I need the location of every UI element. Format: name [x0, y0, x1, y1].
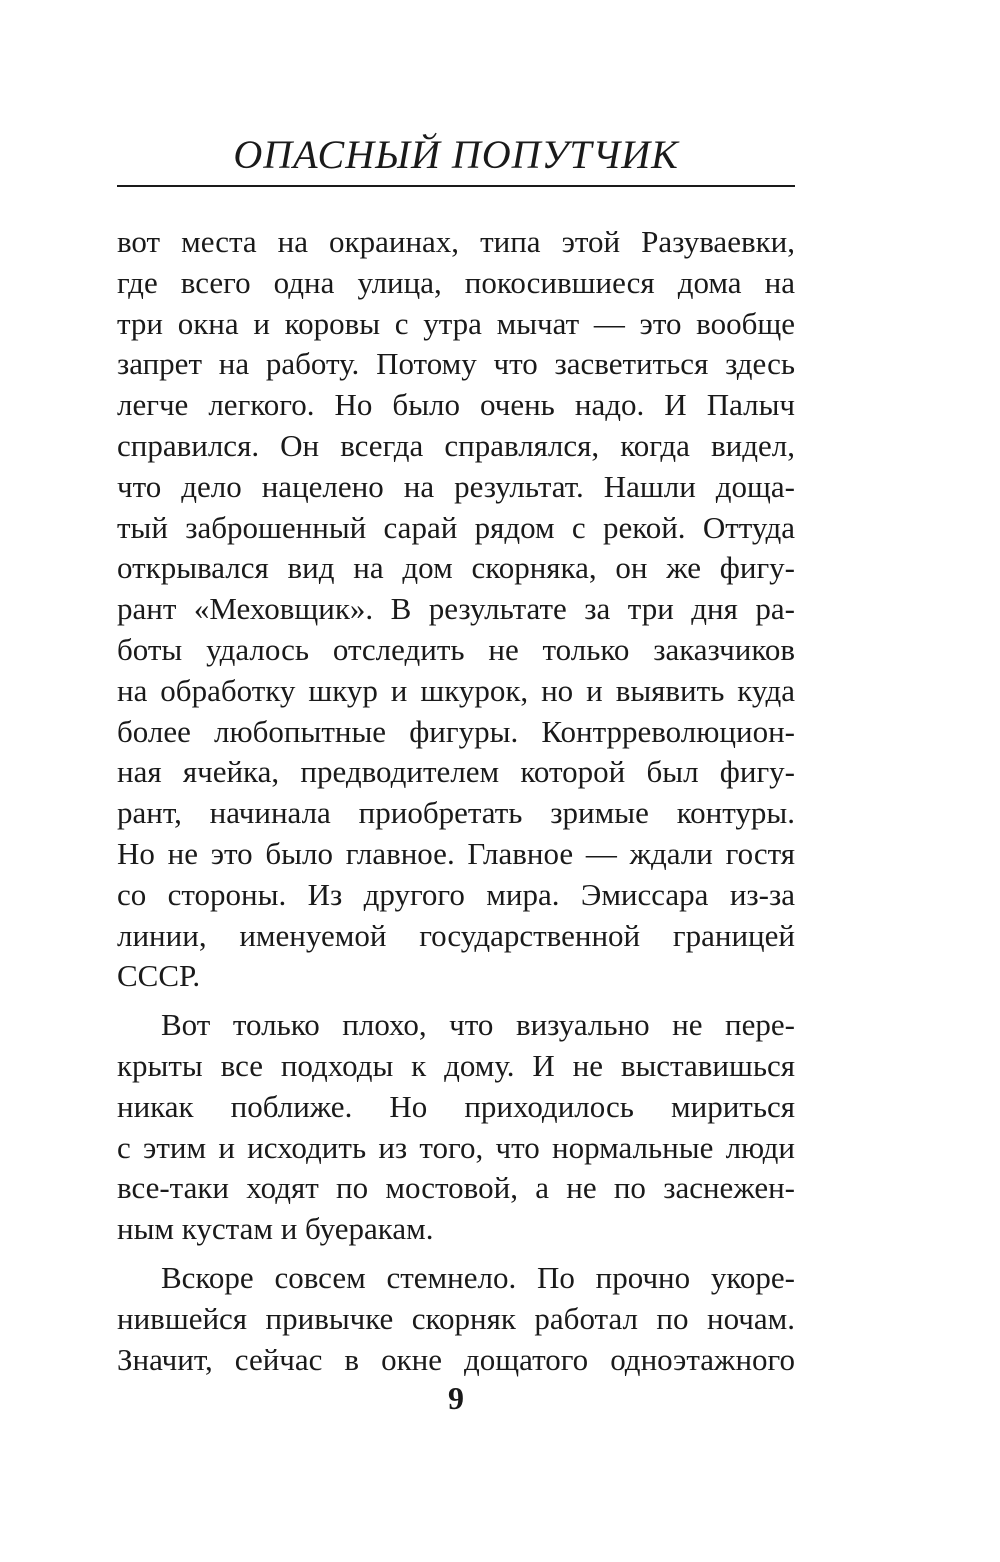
- text-line: вот места на окраинах, типа этой Разуваевки,: [117, 224, 795, 259]
- text-line: ным кустам и буеракам.: [117, 1211, 434, 1247]
- running-head: ОПАСНЫЙ ПОПУТЧИК: [233, 132, 679, 177]
- text-line: боты удалось отследить не только заказчиков: [117, 631, 795, 667]
- paragraph: [117, 1258, 795, 1380]
- text-line: запрет на работу. Потому что засветиться здесь: [117, 346, 795, 382]
- text-line: Вскоре совсем стемнело. По прочно укоре-: [161, 1259, 795, 1295]
- paragraph: [117, 222, 795, 997]
- text-line: справился. Он всегда справлялся, когда видел,: [117, 427, 795, 463]
- text-line: легче легкого. Но было очень надо. И Палыч: [117, 387, 795, 423]
- paragraph-gap: [117, 1250, 795, 1258]
- text-line: со стороны. Из другого мира. Эмиссара из-за: [117, 876, 795, 912]
- paragraph: [117, 1005, 795, 1250]
- text-line: линии, именуемой государственной границей: [117, 917, 795, 953]
- text-line: крыты все подходы к дому. И не выставишься: [117, 1047, 795, 1083]
- text-line: с этим и исходить из того, что нормальные люди: [117, 1129, 795, 1165]
- text-line: все-таки ходят по мостовой, а не по заснежен-: [117, 1170, 795, 1206]
- text-line: тый заброшенный сарай рядом с рекой. Оттуда: [117, 509, 795, 545]
- text-line: Вот только плохо, что визуально не пере-: [161, 1007, 795, 1043]
- text-line: СССР.: [117, 958, 201, 994]
- running-head-rule: [117, 185, 795, 187]
- text-line: Но не это было главное. Главное — ждали гостя: [117, 835, 795, 871]
- text-line: никак поближе. Но приходилось мириться: [117, 1088, 795, 1124]
- text-line: Значит, сейчас в окне дощатого одноэтажного: [117, 1341, 795, 1377]
- text-line: что дело нацелено на результат. Нашли доща-: [117, 468, 795, 504]
- text-line: где всего одна улица, покосившиеся дома на: [117, 264, 795, 300]
- paragraph-gap: [117, 997, 795, 1005]
- text-line: рант, начинала приобретать зримые контуры.: [117, 795, 795, 831]
- body-text: [117, 222, 795, 1380]
- text-line: рант «Меховщик». В результате за три дня ра-: [117, 591, 795, 627]
- text-line: три окна и коровы с утра мычат — это вообще: [117, 305, 795, 341]
- text-line: открывался вид на дом скорняка, он же фигу-: [117, 550, 795, 586]
- text-line: более любопытные фигуры. Контрреволюцион-: [117, 713, 795, 749]
- page-number: 9: [448, 1380, 464, 1416]
- text-line: ная ячейка, предводителем которой был фигу-: [117, 754, 795, 790]
- text-line: на обработку шкур и шкурок, но и выявить куда: [117, 672, 795, 708]
- text-line: нившейся привычке скорняк работал по ночам.: [117, 1300, 795, 1336]
